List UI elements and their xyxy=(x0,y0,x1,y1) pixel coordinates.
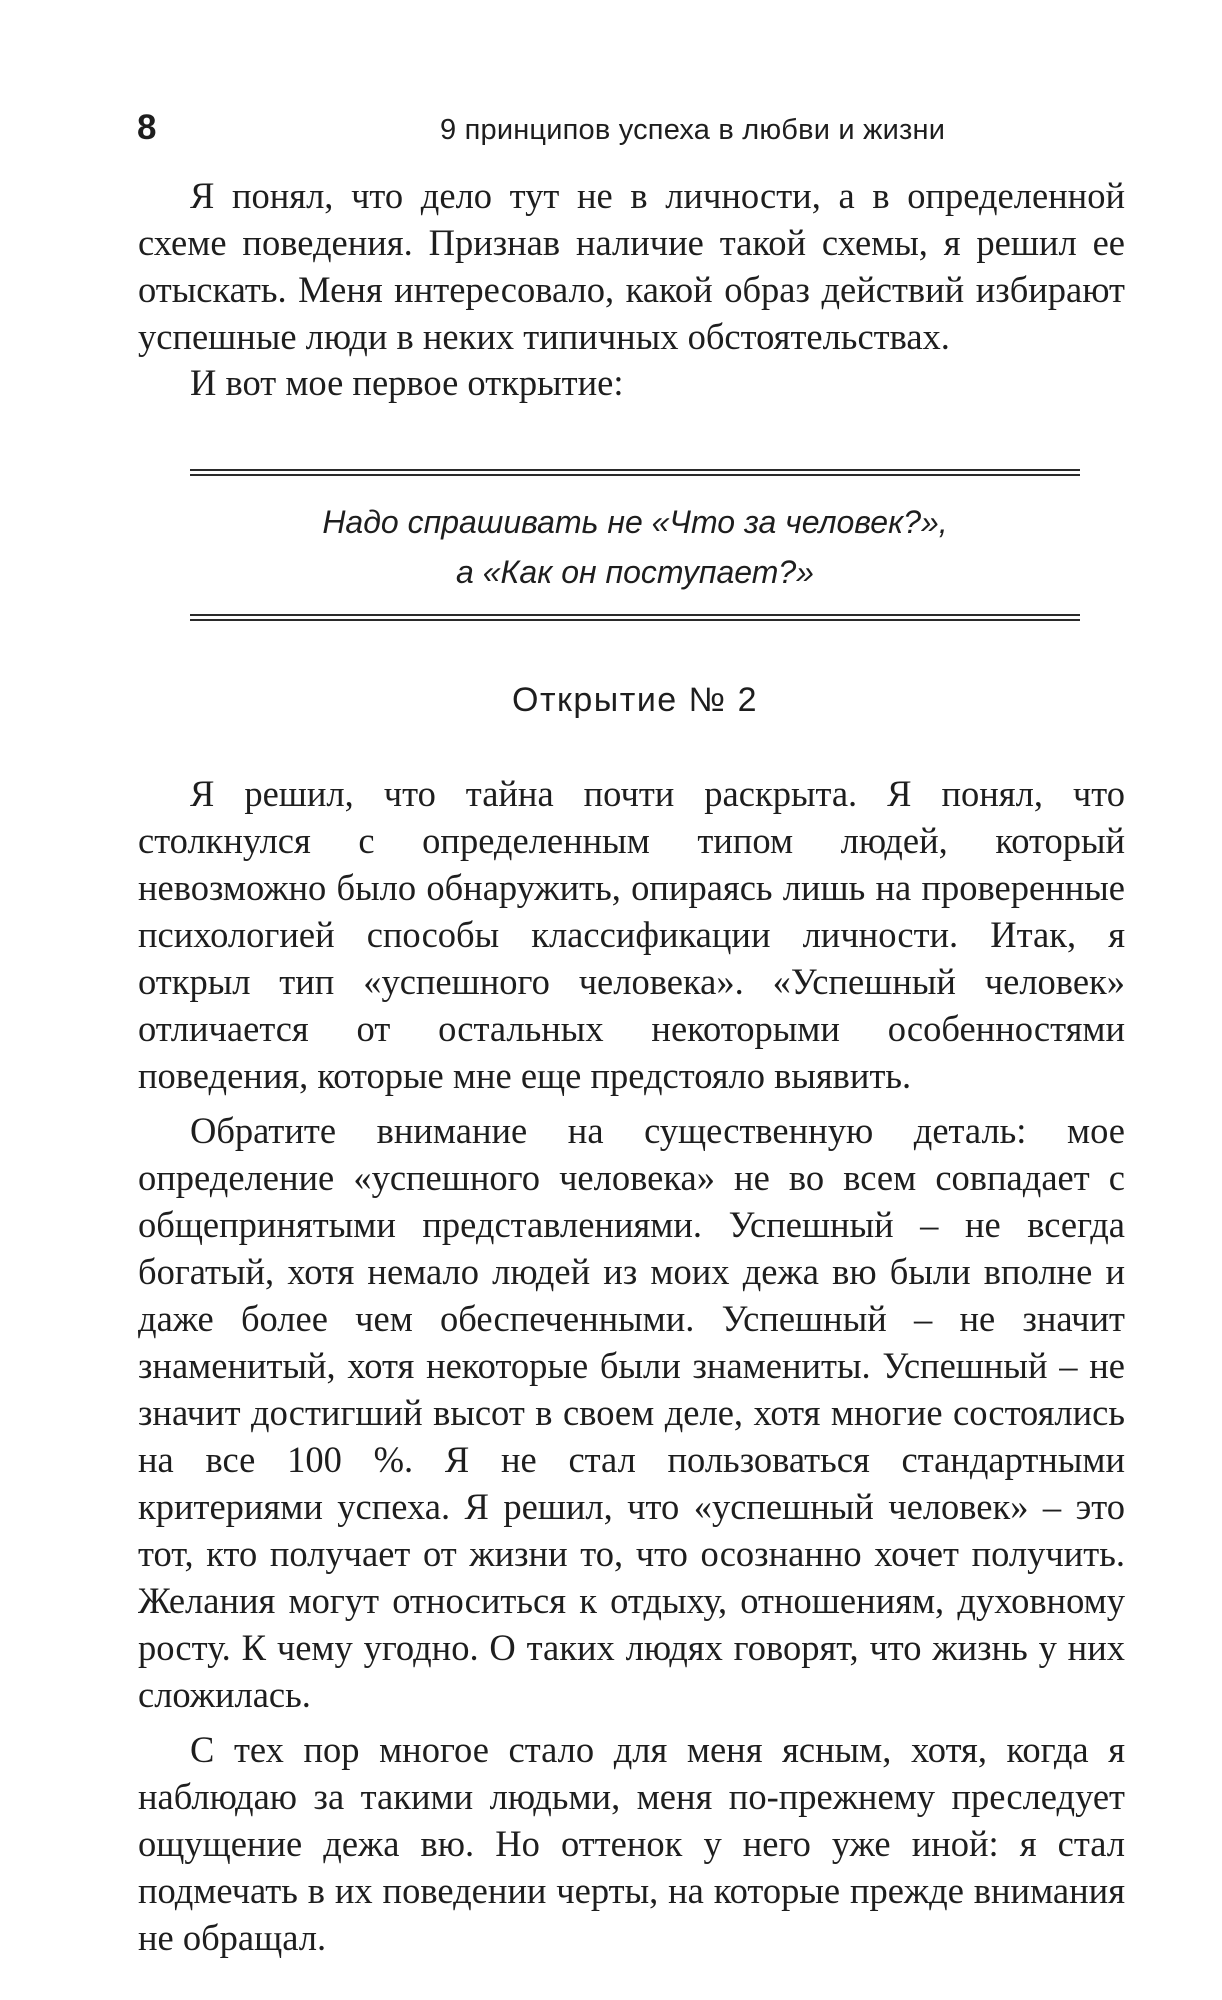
body-paragraph-3: С тех пор многое стало для меня ясным, хотя, когда я наблюдаю за такими людьми, меня по-прежнему преследует ощущение дежа вю. Но оттенок у него уже иной: я стал подмечать в их поведении черты, на которые прежде внимания не обращал. xyxy=(138,1729,1125,1958)
intro-line: И вот мое первое открытие: xyxy=(190,362,624,403)
callout-bottom-rule xyxy=(190,614,1080,621)
running-title: 9 принципов успеха в любви и жизни xyxy=(440,114,946,146)
body-paragraph-2: Обратите внимание на существенную деталь: мое определение «успешного человека» не во всем совпадает с общепринятыми представлениями. Успешный – не всегда богатый, хотя немало людей из моих дежа вю были вполне и даже более чем обеспеченными. Успешный – не значит знаменитый, хотя некоторые были знамениты. Успешный – не значит достигший высот в своем деле, хотя многие состоялись на все 100 %. Я не стал пользоваться стандартными критериями успеха. Я решил, что «успешный человек» – это тот, кто получает от жизни то, что осознанно хочет получить. Желания могут относиться к отдыху, отношениям, духовному росту. К чему угодно. О таких людях говорят, что жизнь у них сложилась. xyxy=(138,1110,1125,1715)
section-body xyxy=(138,770,1125,1961)
page-number: 8 xyxy=(137,108,157,147)
body-paragraph-1: Я решил, что тайна почти раскрыта. Я понял, что столкнулся с определенным типом людей, который невозможно было обнаружить, опираясь лишь на проверенные психологией способы классификации личности. Итак, я открыл тип «успешного человека». «Успешный человек» отличается от остальных некоторыми особенностями поведения, которые мне еще предстояло выявить. xyxy=(138,773,1125,1096)
callout-quote xyxy=(190,497,1080,597)
callout-line-2: а «Как он поступает?» xyxy=(456,554,814,590)
callout-line-1: Надо спрашивать не «Что за человек?», xyxy=(322,504,948,540)
opening-text-block xyxy=(138,172,1125,360)
opening-paragraph: Я понял, что дело тут не в личности, а в определенной схеме поведения. Признав наличие такой схемы, я решил ее отыскать. Меня интересовало, какой образ действий избирают успешные люди в неких типичных обстоятельствах. xyxy=(138,175,1125,357)
section-title: Открытие № 2 xyxy=(512,681,758,719)
callout-top-rule xyxy=(190,469,1080,476)
